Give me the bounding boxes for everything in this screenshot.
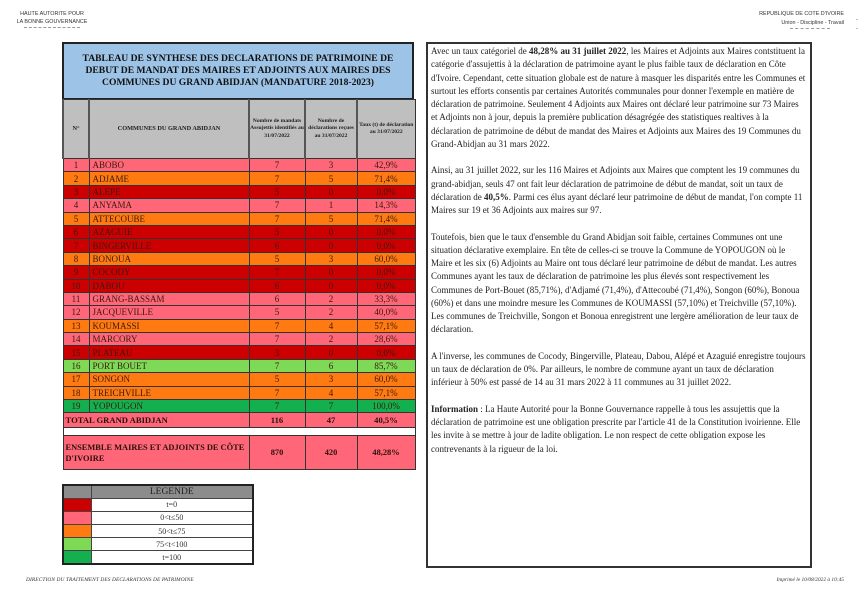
row-number: 4 (63, 199, 89, 212)
taux-value: 14,3% (357, 199, 415, 212)
taux-value: 57,1% (357, 386, 415, 399)
mandats-count: 6 (249, 292, 305, 305)
issuer-line-1: HAUTE AUTORITE POUR (20, 11, 84, 17)
taux-value: 42,9% (357, 159, 415, 172)
row-number: 3 (63, 185, 89, 198)
legend-label: 50<t≤75 (91, 525, 253, 538)
legend-label: 75<t<100 (91, 538, 253, 551)
paragraph-best-communes: Toutefois, bien que le taux d'ensemble du Grand Abidjan soit faible, certaines Communes ont une situation déclarative exemplaire. En tête de celles-ci se trouve la Commune de YOPOUGON où le Maire et les six (6) Adjoints au Maire ont tous déclaré leur patrimoine de début de mandat. Les autres Communes ayant les taux de déclaration de patrimoine les plus élevés sont respectivement les Communes de Port-Bouet (85,71%), d'Adjamé (71,4%), d'Attecoubé (71,4%), Songon (60%), Bonoua (60%) et dans une moindre mesure les Communes de KOUMASSI (57,10%) et Treichville (57,10%). Les communes de Treichville, Songon et Bonoua enregistrent une lergère amélioration de leur taux de déclaration. (431, 231, 800, 335)
commune-name: ABOBO (89, 159, 249, 172)
row-number: 17 (63, 373, 89, 386)
ensemble-label: ENSEMBLE MAIRES ET ADJOINTS DE CÔTE D'IVOIRE (63, 436, 249, 470)
declarations-count: 1 (305, 199, 357, 212)
declarations-count: 0 (305, 225, 357, 238)
issuer-line-2: LA BONNE GOUVERNANCE (16, 19, 88, 25)
col-header-mandats: Nombre de mandats Assujettis identifiés au 31/07/2022 (249, 100, 305, 159)
legend-item (63, 551, 253, 564)
legend-header-row (63, 485, 253, 498)
mandats-count: 7 (249, 386, 305, 399)
taux-value: 85,7% (357, 359, 415, 372)
declarations-count: 0 (305, 266, 357, 279)
header-divider (790, 28, 830, 29)
stray-mark: - (856, 26, 858, 32)
legend-item (63, 511, 253, 524)
commune-name: ALEPE (89, 185, 249, 198)
mandats-count: 5 (249, 306, 305, 319)
row-number: 9 (63, 266, 89, 279)
commentary-box (426, 42, 812, 568)
mandats-count: 7 (249, 359, 305, 372)
commune-name: MARCORY (89, 333, 249, 346)
total-mandats: 116 (249, 413, 305, 428)
commune-name: ATTECOUBE (89, 212, 249, 225)
commune-name: JACQUEVILLE (89, 306, 249, 319)
mandats-count: 3 (249, 346, 305, 359)
stray-mark: - (856, 17, 858, 23)
spacer-cell (63, 428, 415, 436)
table-row (63, 252, 415, 265)
republic-name: REPUBLIQUE DE COTE D'IVOIRE (759, 11, 844, 17)
paragraph-totals (431, 164, 807, 217)
total-label: TOTAL GRAND ABIDJAN (63, 413, 249, 428)
issuer-header (6, 10, 98, 28)
taux-value: 71,4% (357, 212, 415, 225)
table-row (63, 172, 415, 185)
legend-table (62, 484, 254, 565)
mandats-count: 7 (249, 333, 305, 346)
taux-value: 28,6% (357, 333, 415, 346)
commune-name: AZAGUIE (89, 225, 249, 238)
text-run: Ainsi, au 31 juillet 2022, sur les 116 Maires et Adjoints aux Maires que comptent les 19 communes du grand-abidjan, seuls 47 ont fait leur déclaration de patrimoine de début de mandat, soit un taux de déclaration de (431, 165, 800, 202)
republic-header (714, 10, 844, 29)
legend-title: LEGENDE (91, 485, 253, 498)
row-number: 2 (63, 172, 89, 185)
commune-name: DABOU (89, 279, 249, 292)
ensemble-declarations: 420 (305, 436, 357, 470)
paragraph-information (431, 403, 807, 456)
taux-value: 57,1% (357, 319, 415, 332)
commune-name: BONOUA (89, 252, 249, 265)
row-number: 10 (63, 279, 89, 292)
declarations-count: 0 (305, 239, 357, 252)
row-number: 7 (63, 239, 89, 252)
col-header-number: N° (63, 100, 89, 159)
declarations-count: 0 (305, 346, 357, 359)
commune-name: ANYAMA (89, 199, 249, 212)
table-row (63, 373, 415, 386)
text-run: : La Haute Autorité pour la Bonne Gouvernance rappelle à tous les assujettis que la déclaration de patrimoine est une obligation prescrite par l'article 41 de la Constitution ivoirienne. Elle les invite à se mettre à jour de ladite obligation. Le non respect de cette obligation expose les contrevenants à la rigueur de la loi. (431, 403, 801, 454)
mandats-count: 6 (249, 279, 305, 292)
col-header-declarations: Nombre de déclarations reçues au 31/07/2022 (305, 100, 357, 159)
footer-department: DIRECTION DU TRAITEMENT DES DECLARATIONS DE PATRIMOINE (26, 577, 194, 583)
commune-name: BINGERVILLE (89, 239, 249, 252)
legend-label: t=100 (91, 551, 253, 564)
ensemble-row (63, 436, 415, 470)
row-number: 13 (63, 319, 89, 332)
information-label: Information (431, 403, 478, 414)
mandats-count: 5 (249, 185, 305, 198)
declarations-count: 3 (305, 159, 357, 172)
row-number: 16 (63, 359, 89, 372)
mandats-count: 6 (249, 239, 305, 252)
synthesis-table (62, 99, 416, 470)
col-header-taux: Taux (t) de déclaration au 31/07/2022 (357, 100, 415, 159)
commune-name: PLATEAU (89, 346, 249, 359)
table-header-row (63, 100, 415, 159)
taux-value: 0,0% (357, 185, 415, 198)
taux-value: 60,0% (357, 252, 415, 265)
highlight-rate: 40,5% (483, 191, 509, 202)
commune-name: YOPOUGON (89, 400, 249, 413)
mandats-count: 5 (249, 225, 305, 238)
table-row (63, 386, 415, 399)
legend-swatch-zero (63, 498, 91, 511)
row-number: 18 (63, 386, 89, 399)
table-row (63, 159, 415, 172)
legend-label: 0<t≤50 (91, 511, 253, 524)
legend-item (63, 538, 253, 551)
declarations-count: 3 (305, 252, 357, 265)
legend-swatch-mid (63, 525, 91, 538)
table-row (63, 319, 415, 332)
table-row (63, 199, 415, 212)
declarations-count: 5 (305, 212, 357, 225)
commune-name: PORT BOUET (89, 359, 249, 372)
spacer-row (63, 428, 415, 436)
footer-print-date: Imprimé le 10/08/2022 à 10:45 (776, 577, 844, 583)
row-number: 11 (63, 292, 89, 305)
taux-value: 100,0% (357, 400, 415, 413)
legend-swatch-high (63, 538, 91, 551)
legend-swatch-low (63, 511, 91, 524)
declarations-count: 2 (305, 333, 357, 346)
declarations-count: 5 (305, 172, 357, 185)
ensemble-taux: 48,28% (357, 436, 415, 470)
text-run: Avec un taux catégoriel de (431, 46, 530, 56)
mandats-count: 7 (249, 400, 305, 413)
text-run: , les Maires et Adjoints aux Maires contstituent la catégorie d'assujettis à la déclaration de patrimoine ayant le plus faible taux de déclaration en Côte d'Ivoire. Cependant, cette situation globale est de nature à masquer les disparités entre les Communes et surtout les efforts consentis par certaines Autorités communales pour donner l'exemple en matière de déclaration de patrimoine. Seulement 4 Adjoints aux Maires ont déclaré leur patrimoine sur 73 Maires et Adjoints non à jour, depuis la première publication désagrégée des statistiques realtives à la déclaration de patrimoine de début de mandat des Maires et Adjoints aux Maires des 19 Communes du Grand-Abidjan au 31 mars 2022. (431, 46, 806, 149)
republic-motto: Union - Discipline - Travail (781, 19, 844, 26)
header-divider (24, 27, 80, 28)
declarations-count: 0 (305, 279, 357, 292)
commune-name: ADJAME (89, 172, 249, 185)
taux-value: 0,0% (357, 266, 415, 279)
table-row (63, 306, 415, 319)
table-body (63, 159, 415, 470)
taux-value: 60,0% (357, 373, 415, 386)
mandats-count: 7 (249, 172, 305, 185)
row-number: 12 (63, 306, 89, 319)
row-number: 14 (63, 333, 89, 346)
total-declarations: 47 (305, 413, 357, 428)
table-row (63, 266, 415, 279)
mandats-count: 5 (249, 373, 305, 386)
mandats-count: 7 (249, 199, 305, 212)
table-row (63, 292, 415, 305)
col-header-commune: COMMUNES DU GRAND ABIDJAN (89, 100, 249, 159)
declarations-count: 6 (305, 359, 357, 372)
mandats-count: 7 (249, 212, 305, 225)
table-row (63, 239, 415, 252)
row-number: 19 (63, 400, 89, 413)
legend-item (63, 525, 253, 538)
taux-value: 0,0% (357, 239, 415, 252)
table-row (63, 185, 415, 198)
declarations-count: 4 (305, 386, 357, 399)
taux-value: 0,0% (357, 346, 415, 359)
legend-header-swatch (63, 485, 91, 498)
table-row (63, 400, 415, 413)
legend-item (63, 498, 253, 511)
declarations-count: 2 (305, 306, 357, 319)
declarations-count: 0 (305, 185, 357, 198)
taux-value: 0,0% (357, 225, 415, 238)
taux-value: 40,0% (357, 306, 415, 319)
mandats-count: 7 (249, 319, 305, 332)
declarations-count: 2 (305, 292, 357, 305)
row-number: 8 (63, 252, 89, 265)
legend-label: t=0 (91, 498, 253, 511)
highlight-rate: 48,28% au 31 juillet 2022 (529, 46, 627, 56)
commune-name: GRANG-BASSAM (89, 292, 249, 305)
table-row (63, 225, 415, 238)
commune-name: KOUMASSI (89, 319, 249, 332)
table-title: TABLEAU DE SYNTHESE DES DECLARATIONS DE PATRIMOINE DE DEBUT DE MANDAT DES MAIRES ET ADJOINTS AUX MAIRES DES COMMUNES DU GRAND ABIDJAN (MANDATURE 2018-2023) (62, 42, 414, 99)
declarations-count: 3 (305, 373, 357, 386)
taux-value: 0,0% (357, 279, 415, 292)
commune-name: TREICHVILLE (89, 386, 249, 399)
paragraph-zero-communes: A l'inverse, les communes de Cocody, Bingerville, Plateau, Dabou, Alépé et Azaguié enregistre toujours un taux de déclaration de 0%. Par ailleurs, le nombre de commune ayant un taux de déclaration inférieur à 50% est passé de 14 au 31 mars 2022 à 11 communes au 31 juillet 2022. (431, 350, 806, 388)
table-row (63, 279, 415, 292)
paragraph-intro (431, 45, 807, 151)
mandats-count: 7 (249, 266, 305, 279)
row-number: 5 (63, 212, 89, 225)
table-row (63, 333, 415, 346)
synthesis-table-container (62, 42, 414, 470)
declarations-count: 4 (305, 319, 357, 332)
taux-value: 71,4% (357, 172, 415, 185)
table-row (63, 212, 415, 225)
declarations-count: 7 (305, 400, 357, 413)
ensemble-mandats: 870 (249, 436, 305, 470)
taux-value: 33,3% (357, 292, 415, 305)
table-row (63, 359, 415, 372)
row-number: 6 (63, 225, 89, 238)
mandats-count: 7 (249, 159, 305, 172)
text-run: . Parmi ces élus ayant déclaré leur patrimoine de début de mandat, l'on compte 11 Maires sur 19 et 36 Adjoints aux maires sur 97. (431, 191, 803, 215)
total-taux: 40,5% (357, 413, 415, 428)
table-row (63, 346, 415, 359)
total-row (63, 413, 415, 428)
commune-name: COCODY (89, 266, 249, 279)
mandats-count: 5 (249, 252, 305, 265)
legend-swatch-full (63, 551, 91, 564)
commune-name: SONGON (89, 373, 249, 386)
row-number: 15 (63, 346, 89, 359)
row-number: 1 (63, 159, 89, 172)
